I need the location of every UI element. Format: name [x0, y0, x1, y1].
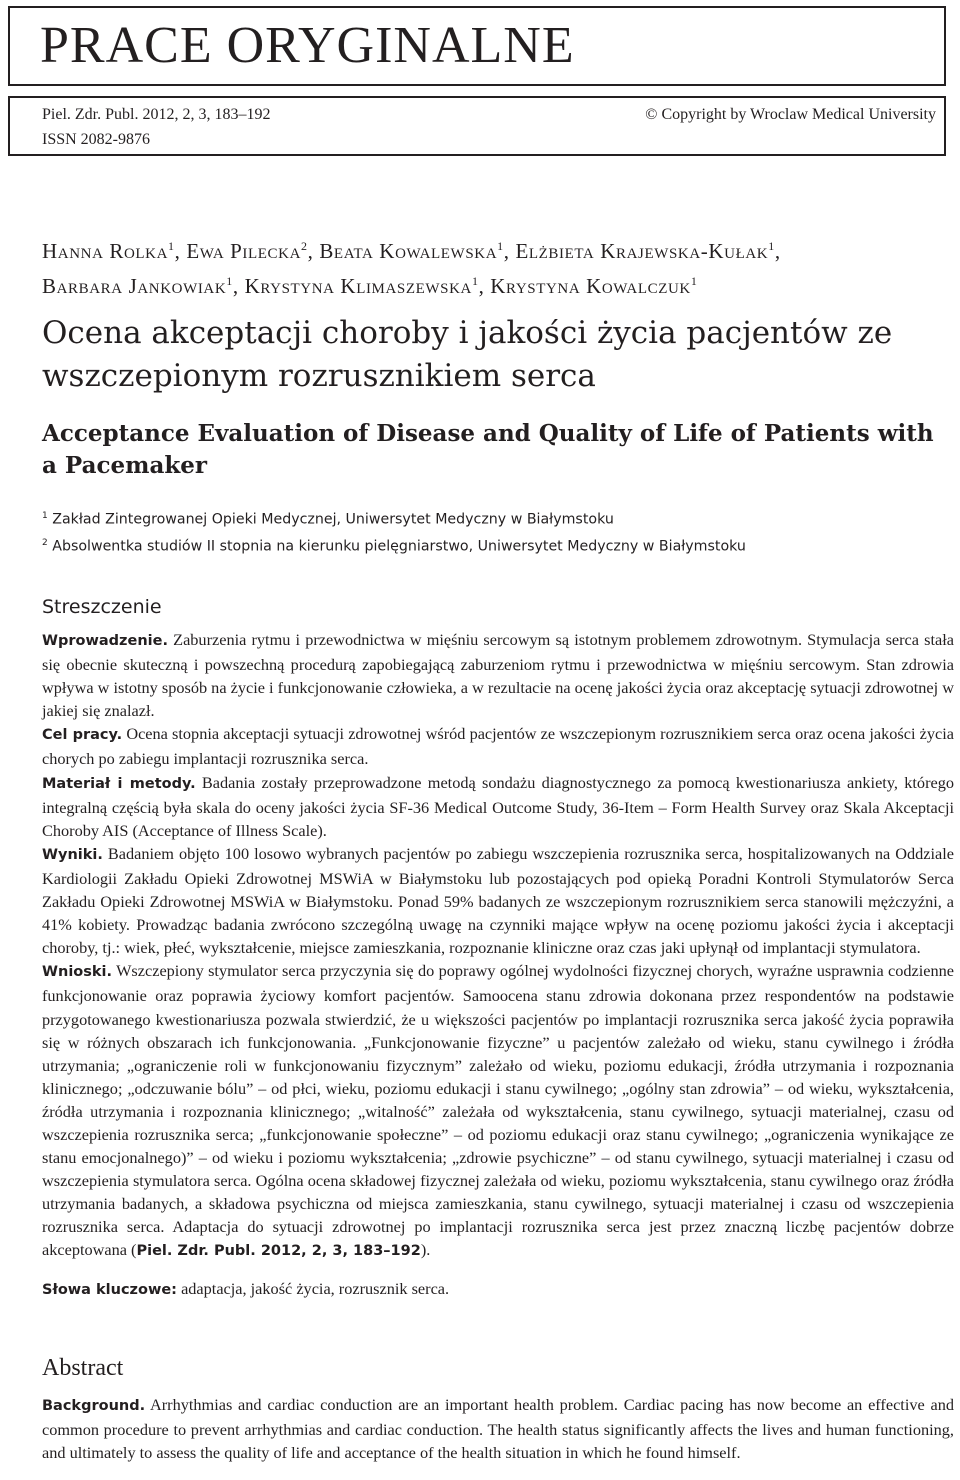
- affiliation-item: $^2$ Absolwentka studiów II stopnia na kierunku pielęgniarstwo, Uniwersytet Medyczny w Białymstoku: [42, 537, 746, 555]
- author: Hanna Rolka: [42, 239, 169, 263]
- section-title: PRACE ORYGINALNE: [40, 17, 575, 74]
- author-affil-mark: 1: [471, 274, 479, 288]
- author-affil-mark: 1: [497, 239, 504, 253]
- author-affil-mark: 2: [301, 239, 308, 253]
- article-title-polish: Ocena akceptacji choroby i jakości życia pacjentów ze wszczepionym rozrusznikiem serca: [42, 315, 893, 394]
- background-paragraph: Background. Arrhythmias and cardiac conduction are an important health problem. Cardiac pacing has now become an effective and common procedure to prevent arrhythmias and cardiac conduction. The health status significantly affects the lives and human functioning, and ultimately to assess the quality of life and acceptance of the health situation in which he found himself.: [42, 1395, 955, 1463]
- aim-paragraph: Cel pracy. Ocena stopnia akceptacji sytuacji zdrowotnej wśród pacjentów ze wszczepionym rozrusznikiem serca oraz ocena jakości życia chorych po zabiegu implantacji rozrusznika serca.: [42, 724, 954, 769]
- author: Krystyna Klimaszewska: [244, 274, 472, 298]
- author-list: Hanna Rolka$^1$, Ewa Pilecka$^2$, Beata Kowalewska$^1$, Elżbieta Krajewska-Kułak$^1$, Barbara Jankowiak$^1$, Krystyna Klimaszewska$^1$, Krystyna Kowalczuk$^1$: [42, 239, 781, 298]
- author-affil-mark: 1: [768, 239, 775, 253]
- section-title-box: [8, 6, 946, 86]
- abstract-body: [42, 1393, 954, 1464]
- author-affil-mark: 1: [168, 239, 175, 253]
- issn: ISSN 2082-9876: [42, 131, 151, 148]
- author-affil-mark: 1: [690, 274, 698, 288]
- streszczenie-heading: Streszczenie: [42, 596, 162, 618]
- abstract-heading: Abstract: [42, 1355, 124, 1381]
- copyright: © Copyright by Wroclaw Medical University: [645, 106, 936, 123]
- conclusions-paragraph: Wnioski. Wszczepiony stymulator serca przyczynia się do poprawy ogólnej wydolności fizycznej chorych, wyraźne usprawnia codzienne funkcjonowanie oraz poprawia życiowy komfort pacjentów. Samoocena stanu zdrowia dokonana przez respondentów na podstawie przygotowanego kwestionariusza pozwala stwierdzić, że u większości pacjentów po implantacji rozrusznika serca jakość życia poprawiła się w różnych obszarach ich funkcjonowania. „Funkcjonowanie fizyczne” u pacjentów zależało od wieku, stanu cywilnego i źródła utrzymania; „ograniczenie roli w funkcjonowaniu fizycznym” zależało od wieku, poziomu edukacji, źródła utrzymania i rozpoznania klinicznego; „odczuwanie bólu” – od płci, wieku, poziomu edukacji i stanu cywilnego; „ogólny stan zdrowia” – od wieku, wykształcenia, źródła utrzymania i rozpoznania klinicznego; „witalność” zależała od wykształcenia, stanu cywilnego, sytuacji materialnej, czasu od wszczepienia rozrusznika serca; „funkcjonowanie społeczne” – od poziomu edukacji oraz stanu cywilnego; „ograniczenia wynikające ze stanu emocjonalnego)” – od wieku i poziomu wykształcenia; „zdrowie psychiczne” – od stanu cywilnego, sytuacji materialnej i czasu od wszczepienia stymulatora serca. Ogólna ocena składowej fizycznej zależała od wieku, poziomu wykształcenia, stanu cywilnego oraz źródła utrzymania badanych, a składowa psychiczna od miejsca zamieszkania, stanu cywilnego, sytuacji materialnej i czasu od wszczepienia rozrusznika serca. Adaptacja do sytuacji zdrowotnej po implantacji rozrusznika serca jest przez znaczną liczbę pacjentów dobrze akceptowana (Piel. Zdr. Publ. 2012, 2, 3, 183–192).: [42, 961, 954, 1260]
- affiliations: [42, 505, 942, 558]
- author-affil-mark: 1: [226, 274, 233, 288]
- article-title-english: Acceptance Evaluation of Disease and Quality of Life of Patients with a Pacemaker: [42, 420, 934, 479]
- journal-info-box: [8, 96, 946, 156]
- author: Barbara Jankowiak: [42, 274, 227, 298]
- streszczenie-body: [42, 628, 954, 1302]
- results-paragraph: Wyniki. Badaniem objęto 100 losowo wybranych pacjentów po zabiegu wszczepienia rozrusznika serca, hospitalizowanych na Oddziale Kardiologii Zakładu Opieki Zdrowotnej MSWiA w Białymstoku lub pozostających pod opieką Poradni Kontroli Stymulatorów Serca Zakładu Opieki Zdrowotnej MSWiA w Białymstoku. Ponad 59% badanych ze wszczepionym rozrusznikiem serca stanowili mężczyźni, a 41% kobiety. Prowadząc badania zwrócono szczególną uwagę na czynniki mające wpływ na ocenę poziomu jakości życia i akceptacji choroby, tj.: wiek, płeć, wykształcenie, miejsce zamieszkania, rozpoznanie kliniczne oraz czas jaki upłynął od implantacji stymulatora.: [42, 843, 954, 958]
- keywords-paragraph: Słowa kluczowe: adaptacja, jakość życia, rozrusznik serca.: [42, 1278, 450, 1298]
- author: Krystyna Kowalczuk: [490, 274, 691, 298]
- author: Beata Kowalewska: [319, 239, 498, 263]
- author: Elżbieta Krajewska-Kułak: [515, 239, 769, 263]
- citation: Piel. Zdr. Publ. 2012, 2, 3, 183–192: [42, 106, 271, 123]
- methods-paragraph: Materiał i metody. Badania zostały przeprowadzone metodą sondażu diagnostycznego za pomocą kwestionariusza ankiety, którego integralną częścią była skala do oceny jakości życia SF-36 Medical Outcome Study, 36-Item – Form Health Survey oraz Skala Akceptacji Choroby AIS (Acceptance of Illness Scale).: [42, 772, 954, 840]
- intro-paragraph: Wprowadzenie. Zaburzenia rytmu i przewodnictwa w mięśniu sercowym są istotnym problemem zdrowotnym. Stymulacja serca stała się obecnie skuteczną i powszechną procedurą zapobiegającą zaburzeniom rytmu i przewodnictwa w mięśniu sercowym. Stan zdrowia wpływa w istotny sposób na życie i funkcjonowanie człowieka, a w rezultacie na ocenę jakości życia oraz akceptację sytuacji zdrowotnej w jakiej się znalazł.: [42, 630, 954, 721]
- author: Ewa Pilecka: [186, 239, 302, 263]
- affiliation-item: $^1$ Zakład Zintegrowanej Opieki Medycznej, Uniwersytet Medyczny w Białymstoku: [42, 511, 614, 528]
